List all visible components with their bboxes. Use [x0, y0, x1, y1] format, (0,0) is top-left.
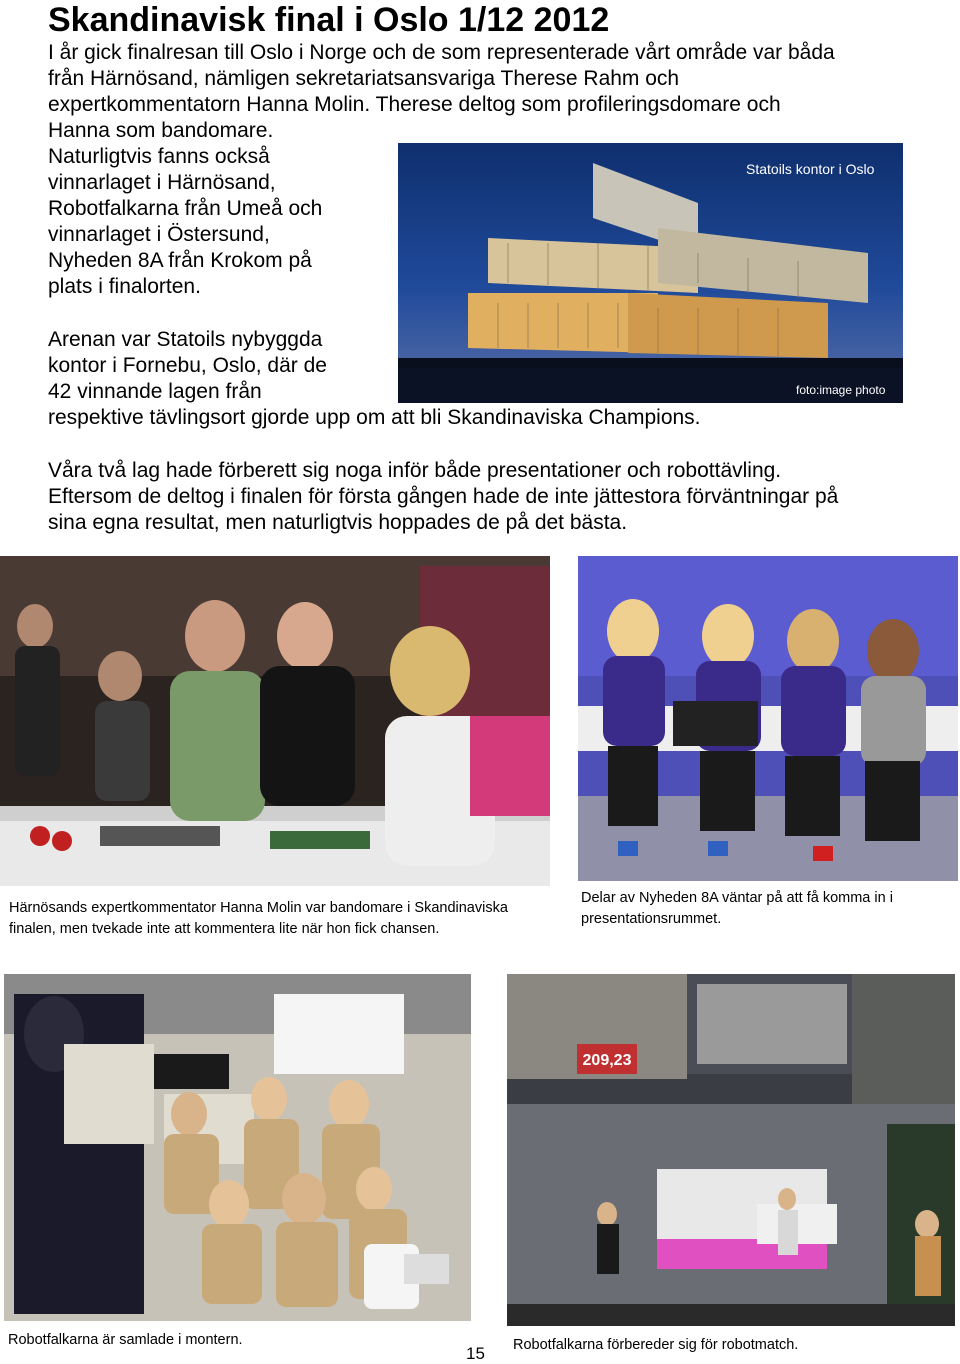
text-line: respektive tävlingsort gjorde upp om att bli Skandinaviska Champions.	[48, 406, 701, 429]
hanna-molin-photo	[0, 556, 550, 886]
scoreboard-score: 209,23	[582, 1052, 632, 1069]
text-line: Arenan var Statoils nybyggda	[48, 328, 323, 351]
text-line: Hanna som bandomare.	[48, 119, 274, 142]
arena-robot-match-photo	[507, 974, 955, 1326]
text-line: 42 vinnande lagen från	[48, 380, 262, 403]
text-line: I år gick finalresan till Oslo i Norge och de som representerade vårt område var båda	[48, 41, 835, 64]
caption-line: finalen, men tvekade inte att kommentera lite när hon fick chansen.	[9, 921, 440, 937]
robotfalkarna-booth-caption: Robotfalkarna är samlade i montern.	[8, 1332, 243, 1348]
intro-paragraph	[48, 40, 835, 144]
hanna-photo-caption	[9, 898, 549, 940]
text-line: vinnarlaget i Härnösand,	[48, 171, 276, 194]
caption-line: Härnösands expertkommentator Hanna Molin var bandomare i Skandinaviska	[9, 900, 508, 916]
text-line: från Härnösand, nämligen sekretariatsansvariga Therese Rahm och	[48, 67, 680, 90]
caption-line: Delar av Nyheden 8A väntar på att få komma in i	[581, 890, 893, 906]
caption-line: presentationsrummet.	[581, 911, 722, 927]
text-line: vinnarlaget i Östersund,	[48, 223, 270, 246]
text-line: Naturligtvis fanns också	[48, 145, 270, 168]
preparation-paragraph	[48, 458, 838, 536]
photo-label: Statoils kontor i Oslo	[746, 161, 875, 177]
page-number: 15	[466, 1344, 485, 1363]
text-line: Nyheden 8A från Krokom på	[48, 249, 312, 272]
page-title: Skandinavisk final i Oslo 1/12 2012	[48, 1, 610, 39]
robotfalkarna-booth-photo	[4, 974, 471, 1321]
text-line: plats i finalorten.	[48, 275, 201, 298]
robotfalkarna-match-caption: Robotfalkarna förbereder sig för robotmatch.	[513, 1337, 799, 1353]
nyheden-team-photo	[578, 556, 958, 881]
winners-paragraph	[48, 144, 322, 300]
photo-credit: foto:image photo	[796, 383, 886, 397]
text-line: Våra två lag hade förberett sig noga inför både presentationer och robottävling.	[48, 459, 782, 482]
text-line: Eftersom de deltog i finalen för första gången hade de inte jättestora förväntningar på	[48, 485, 839, 508]
nyheden-photo-caption	[581, 888, 951, 930]
text-line: expertkommentatorn Hanna Molin. Therese deltog som profileringsdomare och	[48, 93, 781, 116]
text-line: sina egna resultat, men naturligtvis hoppades de på det bästa.	[48, 511, 628, 534]
statoil-office-photo	[398, 143, 903, 403]
text-line: Robotfalkarna från Umeå och	[48, 197, 323, 220]
text-line: kontor i Fornebu, Oslo, där de	[48, 354, 327, 377]
